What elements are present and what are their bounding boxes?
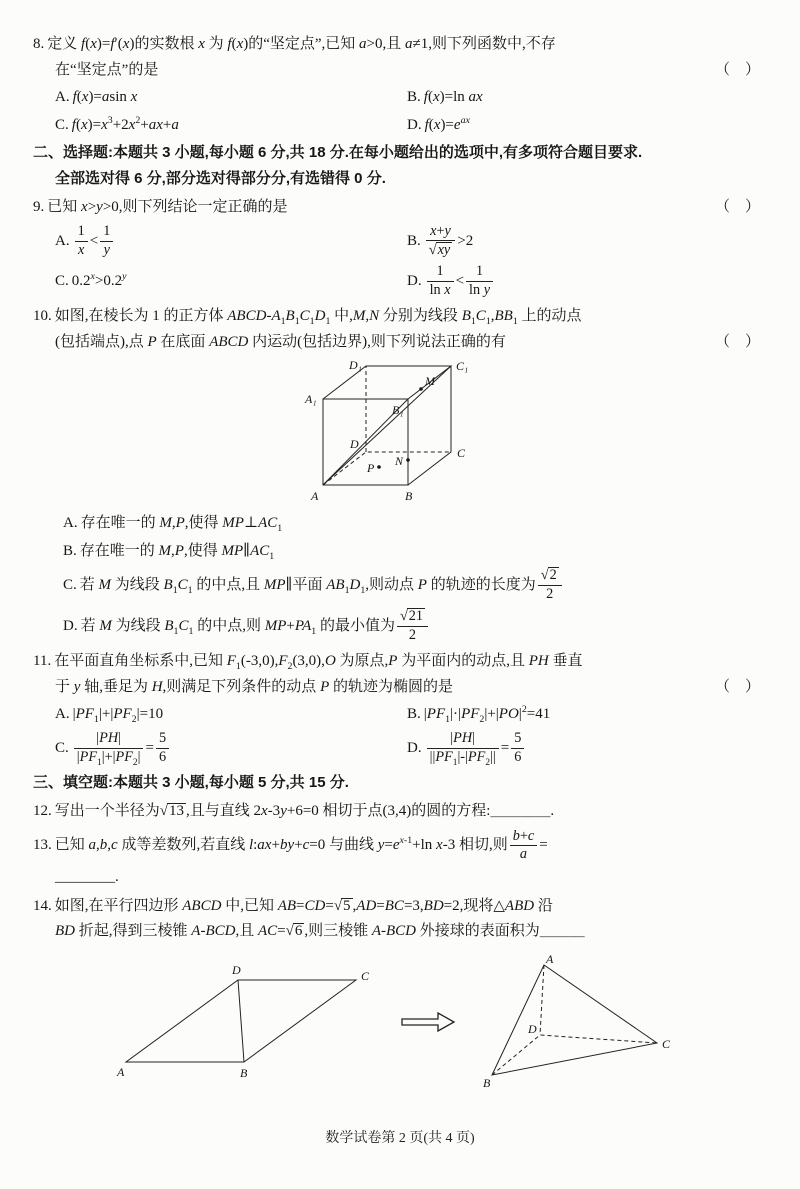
q10-option-c-math: 若 M 为线段 $B_1C_1$ 的中点,且 MP∥平面 $AB_1D_1$,则动点 P 的轨迹的长度为 $\frac{√2}{2}$ bbox=[80, 577, 564, 593]
q11-answer-brackets: （ ） bbox=[714, 678, 760, 695]
q9-answer-brackets: （ ） bbox=[714, 199, 760, 215]
q10-option-d bbox=[63, 608, 760, 644]
q11-number: 11. bbox=[33, 653, 52, 670]
tetra-label-b: B bbox=[483, 1075, 491, 1090]
q8-option-c-label: C. bbox=[55, 116, 69, 133]
q9-options-row-2 bbox=[55, 264, 760, 299]
q10-figure-wrap bbox=[33, 357, 760, 507]
para-label-d: D bbox=[232, 962, 241, 977]
cube-label-d: D bbox=[350, 437, 359, 452]
q10-line-1 bbox=[33, 305, 760, 328]
q14-stem-1: 如图,在平行四边形 ABCD 中,已知 AB=CD=√5 ,AD=BC=3,BD=2,现将△ABD 沿 bbox=[54, 897, 553, 914]
q8-option-c bbox=[55, 114, 407, 137]
q9-number: 9. bbox=[33, 199, 45, 215]
section-3-header-line-1: 三、填空题:本题共 3 小题,每小题 5 分,共 15 分. bbox=[33, 773, 349, 791]
q8-option-a bbox=[55, 86, 407, 109]
q14-stem-2: BD 折起,得到三棱锥 A-BCD,且 AC=√6 ,则三棱锥 A-BCD 外接球的表面积为＿＿＿ bbox=[55, 923, 585, 940]
q9-line-1 bbox=[33, 196, 760, 219]
point-p-dot bbox=[377, 466, 381, 470]
parallelogram-diagonal-bd bbox=[238, 980, 244, 1062]
q11-option-c bbox=[55, 731, 407, 766]
q8-stem-1: 定义 f(x)=f′(x)的实数根 x 为 f(x)的“坚定点”,已知 a>0,且 a≠1,则下列函数中,不存 bbox=[47, 36, 556, 52]
tetra-label-d: D bbox=[528, 1021, 537, 1036]
q9-option-b bbox=[407, 224, 760, 260]
q10-option-a-label: A. bbox=[63, 515, 78, 532]
q13-line-1 bbox=[33, 829, 760, 864]
cube-label-n: N bbox=[395, 454, 404, 469]
q8-option-b-label: B. bbox=[407, 89, 421, 105]
q9-option-a-math: $\frac{1}{x}$ < $\frac{1}{y}$ bbox=[73, 233, 116, 249]
cube-label-d1: D₁ bbox=[349, 358, 362, 373]
q8-option-b-math: f(x)=ln ax bbox=[423, 89, 483, 105]
q10-option-a bbox=[63, 512, 760, 535]
q11-option-b-label: B. bbox=[407, 706, 421, 723]
q9-option-b-label: B. bbox=[407, 232, 421, 249]
cube-label-a1: A₁ bbox=[305, 392, 317, 407]
question-12 bbox=[33, 800, 760, 823]
q8-number: 8. bbox=[33, 36, 45, 52]
q10-option-c-label: C. bbox=[63, 576, 77, 593]
q14-number: 14. bbox=[33, 897, 52, 914]
q12-stem: 写出一个半径为√13 ,且与直线 2x-3y+6=0 相切于点(3,4)的圆的方程:＿＿＿＿. bbox=[54, 803, 555, 820]
q11-option-d-label: D. bbox=[407, 739, 422, 756]
tetra-solid-edges bbox=[492, 965, 657, 1075]
fold-arrow-icon bbox=[396, 1008, 460, 1036]
q10-option-d-label: D. bbox=[63, 617, 78, 634]
q8-options-row-1 bbox=[55, 86, 760, 109]
q10-option-b-math: 存在唯一的 M,P,使得 $MP\parallel AC_1$ bbox=[79, 542, 275, 562]
q11-options-row-1 bbox=[55, 703, 760, 726]
q9-option-b-math: $\frac{x+y}{√xy}$ >2 bbox=[424, 233, 473, 249]
q8-line-2 bbox=[55, 59, 760, 82]
q11-stem-1: 在平面直角坐标系中,已知 $F_1(-3,0),F_2(3,0),O$ 为原点,P 为平面内的动点,且 PH 垂直 bbox=[54, 653, 583, 673]
q10-option-d-math: 若 M 为线段 $B_1C_1$ 的中点,则 $MP+PA_1$ 的最小值为 $\frac{√21}{2}$ bbox=[81, 618, 430, 634]
q10-option-b bbox=[63, 540, 760, 563]
q11-option-a-label: A. bbox=[55, 706, 70, 723]
q8-option-c-math: $f(x)=x^3+2x^2+ax+a$ bbox=[71, 114, 179, 133]
q14-figures-row bbox=[33, 953, 760, 1091]
para-label-c: C bbox=[361, 968, 370, 983]
q8-line-1 bbox=[33, 33, 760, 56]
section-2-header-line-1: 二、选择题:本题共 3 小题,每小题 6 分,共 18 分.在每小题给出的选项中,有多项符合题目要求. bbox=[33, 144, 643, 161]
tetra-label-a: A bbox=[546, 952, 554, 966]
q9-option-d-label: D. bbox=[407, 273, 422, 290]
q11-option-c-math: $\frac{|PH|}{|PF_1|+|PF_2|}$ = $\frac{5}{6}$ bbox=[72, 740, 171, 756]
question-9 bbox=[33, 196, 760, 299]
q11-option-d bbox=[407, 731, 760, 766]
q9-option-d-math: $\frac{1}{\text{ln x}}$ < $\frac{1}{\text{ln y}}$ bbox=[425, 273, 495, 289]
q9-option-c bbox=[55, 270, 407, 293]
q11-stem-2: 于 y 轴,垂足为 H,则满足下列条件的动点 P 的轨迹为椭圆的是 bbox=[55, 678, 453, 695]
section-3-header bbox=[33, 772, 760, 795]
q9-options-row-1 bbox=[55, 224, 760, 260]
q11-option-a-math: $|PF_1|+|PF_2|=10$ bbox=[72, 706, 164, 726]
parallelogram-figure bbox=[116, 962, 374, 1082]
question-11 bbox=[33, 650, 760, 768]
page-footer: 数学试卷第 2 页(共 4 页) bbox=[325, 1131, 475, 1146]
question-14 bbox=[33, 895, 760, 1091]
cube-label-b1: B₁ bbox=[392, 403, 404, 418]
q8-option-d bbox=[407, 114, 760, 137]
q9-option-c-math: $0.2^x>0.2^y$ bbox=[71, 271, 127, 290]
para-label-a: A bbox=[117, 1064, 125, 1079]
tetra-label-c: C bbox=[662, 1036, 671, 1051]
q10-option-a-math: 存在唯一的 M,P,使得 $MP\perp AC_1$ bbox=[80, 515, 283, 535]
point-n-dot bbox=[406, 459, 410, 463]
q14-line-2 bbox=[55, 920, 760, 943]
point-m-dot bbox=[419, 388, 423, 392]
q11-option-b-math: $|PF_1|\cdot|PF_2|+|PO|^2=41$ bbox=[423, 704, 551, 726]
q8-answer-brackets: （ ） bbox=[714, 61, 760, 78]
q12-line-1 bbox=[33, 800, 760, 823]
q11-line-1 bbox=[33, 650, 760, 673]
section-2-header bbox=[33, 142, 760, 190]
cube-label-c1: C₁ bbox=[456, 359, 469, 374]
q10-option-b-label: B. bbox=[63, 542, 77, 559]
q9-stem-wrap bbox=[33, 196, 288, 219]
q9-option-a bbox=[55, 224, 407, 259]
q9-stem: 已知 x>y>0,则下列结论一定正确的是 bbox=[47, 199, 288, 215]
q8-option-a-label: A. bbox=[55, 89, 70, 105]
question-10 bbox=[33, 305, 760, 644]
q10-stem-2: (包括端点),点 P 在底面 ABCD 内运动(包括边界),则下列说法正确的有 bbox=[55, 333, 506, 350]
q12-number: 12. bbox=[33, 803, 52, 820]
q13-line-2 bbox=[55, 866, 760, 889]
cube-label-b: B bbox=[405, 489, 413, 504]
q14-line-1 bbox=[33, 895, 760, 918]
cube-label-a: A bbox=[311, 489, 319, 504]
q13-stem-1: 已知 a,b,c 成等差数列,若直线 l:ax+by+c=0 与曲线 $y=e^{x-1}+\ln$ x-3 相切,则 $\frac{b+c}{a}$ = bbox=[54, 827, 548, 863]
tetrahedron-figure bbox=[482, 953, 677, 1091]
question-8 bbox=[33, 33, 760, 136]
cube-label-c: C bbox=[457, 446, 466, 461]
q10-answer-brackets: （ ） bbox=[714, 333, 760, 350]
q8-options-row-2 bbox=[55, 114, 760, 137]
q11-option-d-math: $\frac{|PH|}{||PF_1|-|PF_2||}$ = $\frac{5}{6}$ bbox=[425, 740, 527, 756]
q8-option-a-math: f(x)=asin x bbox=[72, 89, 138, 105]
q11-line-2 bbox=[55, 676, 760, 699]
q9-option-a-label: A. bbox=[55, 232, 70, 249]
cube-figure bbox=[299, 357, 494, 507]
q11-option-a bbox=[55, 703, 407, 726]
q10-option-c bbox=[63, 567, 760, 603]
q11-options-row-2 bbox=[55, 731, 760, 766]
q13-number: 13. bbox=[33, 837, 52, 854]
q9-option-c-label: C. bbox=[55, 273, 69, 290]
q11-option-c-label: C. bbox=[55, 739, 69, 756]
q10-line-2 bbox=[55, 331, 760, 354]
question-13 bbox=[33, 829, 760, 889]
q9-option-d bbox=[407, 264, 760, 299]
q8-option-d-math: $f(x)=e^{ax}$ bbox=[424, 114, 470, 133]
q10-number: 10. bbox=[33, 308, 52, 325]
cube-label-m: M bbox=[425, 374, 435, 389]
section-2-header-line-2: 全部选对得 6 分,部分选对得部分分,有选错得 0 分. bbox=[55, 169, 386, 187]
cube-label-p: P bbox=[367, 461, 375, 476]
para-label-b: B bbox=[240, 1065, 248, 1080]
q8-stem-2: 在“坚定点”的是 bbox=[55, 61, 159, 78]
q10-stem-1: 如图,在棱长为 1 的正方体 ABCD-$A_1B_1C_1D_1$ 中,M,N 分别为线段 $B_1C_1,BB_1$ 上的动点 bbox=[54, 308, 582, 328]
q8-option-b bbox=[407, 86, 760, 109]
q11-option-b bbox=[407, 703, 760, 726]
q13-blank: ________. bbox=[55, 869, 119, 886]
q8-option-d-label: D. bbox=[407, 116, 422, 133]
